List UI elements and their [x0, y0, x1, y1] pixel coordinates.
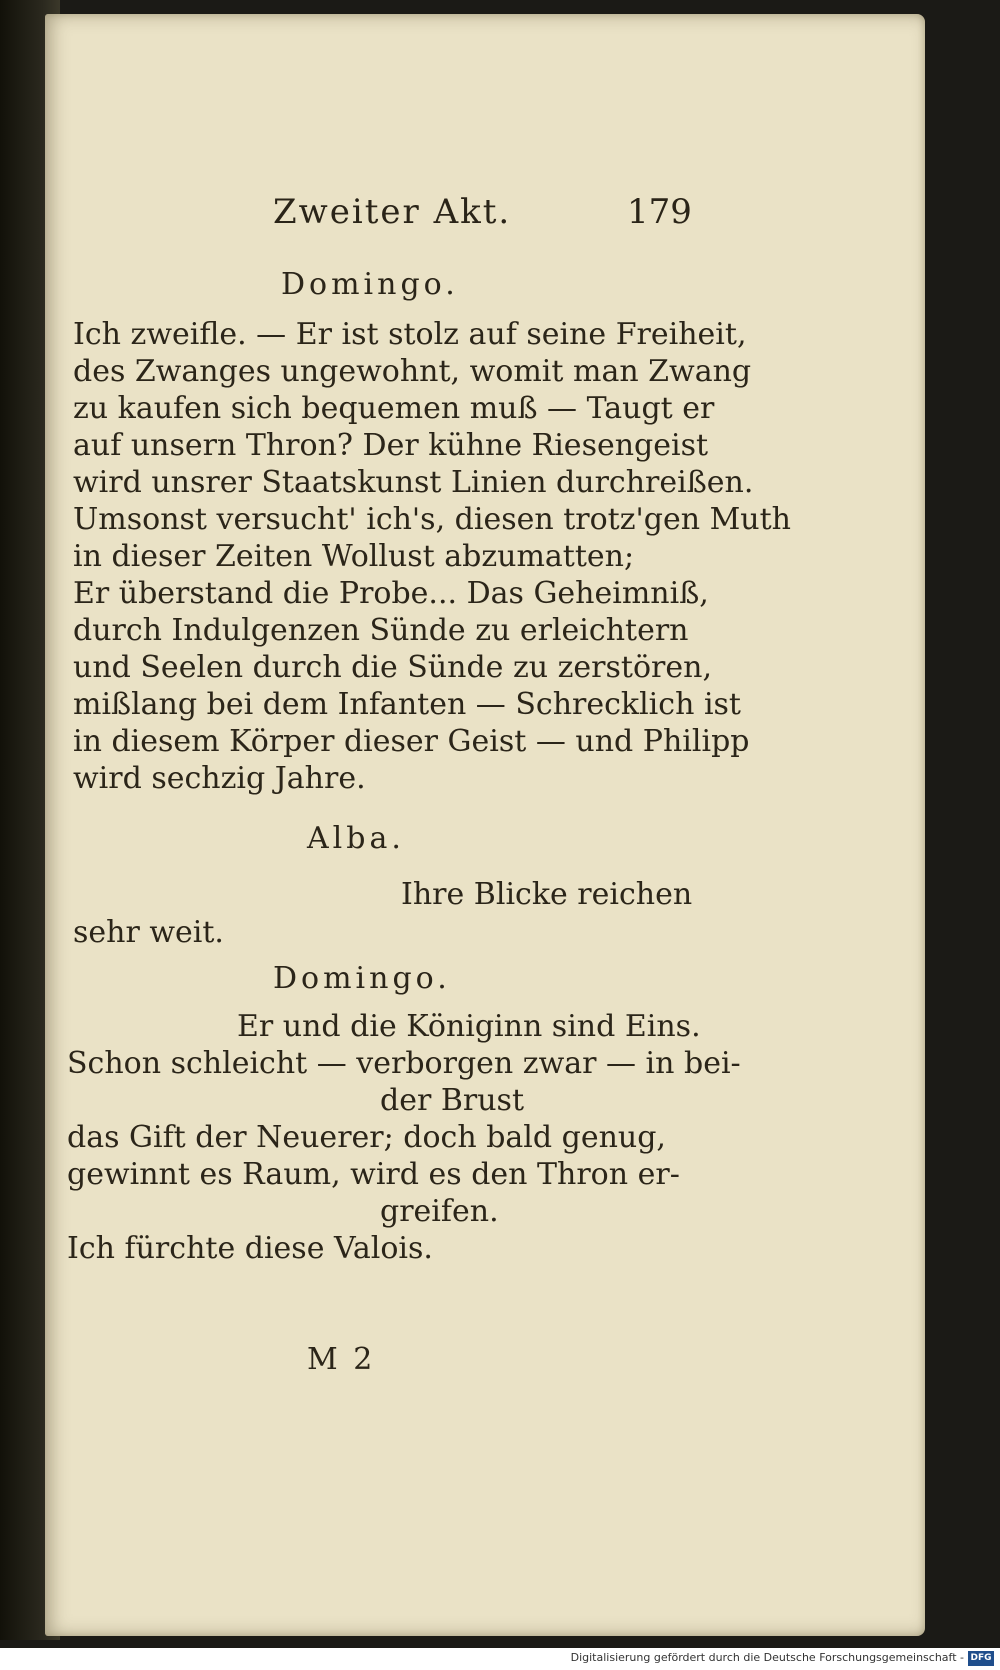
- verse-line: Umsonst versucht' ich's, diesen trotz'gen Muth: [73, 502, 792, 537]
- verse-line: Er überstand die Probe... Das Geheimniß,: [73, 576, 709, 611]
- page-number: 179: [627, 192, 692, 232]
- book-page: [45, 14, 925, 1636]
- dfg-logo: DFG: [968, 1651, 994, 1666]
- verse-line: wird sechzig Jahre.: [73, 761, 366, 796]
- speaker-alba: Alba.: [307, 821, 405, 856]
- digitization-footer: [0, 1648, 1000, 1670]
- running-head-title: Zweiter Akt.: [273, 192, 512, 232]
- verse-line: des Zwanges ungewohnt, womit man Zwang: [73, 354, 752, 389]
- verse-line: sehr weit.: [73, 915, 224, 950]
- verse-line: gewinnt es Raum, wird es den Thron er-: [67, 1157, 680, 1192]
- verse-line: mißlang bei dem Infanten — Schrecklich ist: [73, 687, 741, 722]
- verse-line: wird unsrer Staatskunst Linien durchreißen.: [73, 465, 754, 500]
- verse-line: durch Indulgenzen Sünde zu erleichtern: [73, 613, 689, 648]
- verse-line: der Brust: [380, 1083, 524, 1118]
- footer-credit: Digitalisierung gefördert durch die Deutsche Forschungsgemeinschaft -: [570, 1651, 964, 1664]
- verse-line: und Seelen durch die Sünde zu zerstören,: [73, 650, 712, 685]
- speaker-domingo: Domingo.: [281, 267, 459, 302]
- verse-line: Ich fürchte diese Valois.: [67, 1231, 433, 1266]
- verse-line: zu kaufen sich bequemen muß — Taugt er: [73, 391, 715, 426]
- verse-line: in dieser Zeiten Wollust abzumatten;: [73, 539, 635, 574]
- verse-line: auf unsern Thron? Der kühne Riesengeist: [73, 428, 709, 463]
- signature-mark: M 2: [307, 1342, 376, 1377]
- verse-line: das Gift der Neuerer; doch bald genug,: [67, 1120, 666, 1155]
- speaker-domingo: Domingo.: [273, 961, 451, 996]
- verse-line: Ihre Blicke reichen: [401, 877, 693, 912]
- verse-line: in diesem Körper dieser Geist — und Philipp: [73, 724, 750, 759]
- verse-line: Er und die Königinn sind Eins.: [237, 1009, 701, 1044]
- verse-line: Ich zweifle. — Er ist stolz auf seine Freiheit,: [73, 317, 747, 352]
- verse-line: Schon schleicht — verborgen zwar — in bei-: [67, 1046, 741, 1081]
- verse-line: greifen.: [380, 1194, 499, 1229]
- running-head: [45, 192, 925, 242]
